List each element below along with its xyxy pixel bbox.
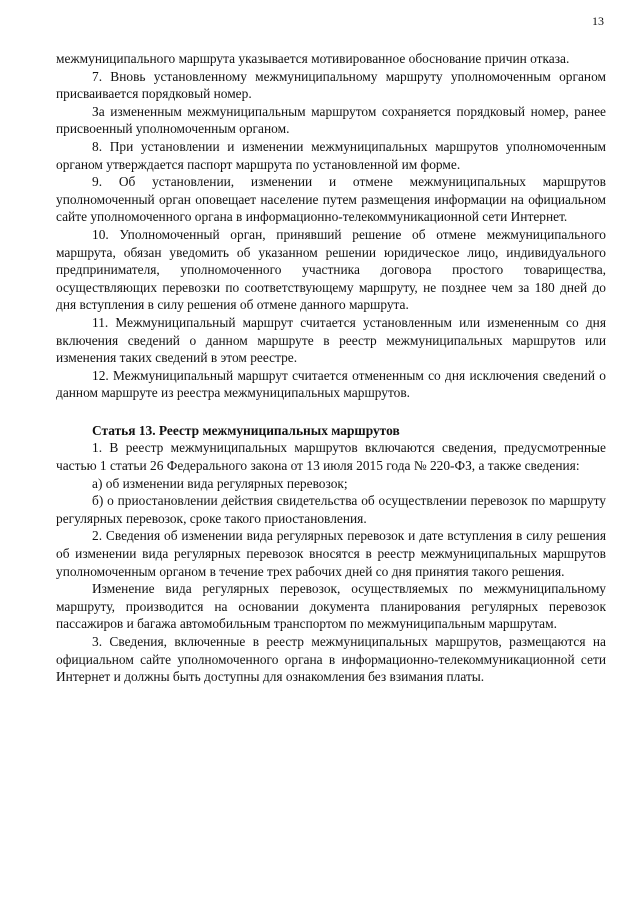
article-paragraph-2-note: Изменение вида регулярных перевозок, осуществляемых по межмуниципальному маршруту, производится на основании документа планирования регулярных перевозок пассажиров и багажа автомобильным транспортом по межмуниципальным маршрутам. (56, 581, 606, 632)
article-paragraph-3: 3. Сведения, включенные в реестр межмуниципальных маршрутов, размещаются на официальном сайте уполномоченного органа в информационно-телекоммуникационной сети Интернет и должны быть доступны для ознакомления без взимания платы. (56, 634, 606, 685)
article-paragraph-1: 1. В реестр межмуниципальных маршрутов включаются сведения, предусмотренные частью 1 статьи 26 Федерального закона от 13 июля 2015 года № 220-ФЗ, а также сведения: (56, 440, 606, 474)
article-subitem-a: а) об изменении вида регулярных перевозок; (92, 475, 348, 491)
paragraph-item-11: 11. Межмуниципальный маршрут считается установленным или измененным со дня включения сведений о данном маршруте в реестр межмуниципальных маршрутов или изменения таких сведений в этом реестре. (56, 314, 606, 366)
paragraph-continuation: межмуниципального маршрута указывается мотивированное обоснование причин отказа. (56, 51, 570, 66)
paragraph-item-10: 10. Уполномоченный орган, принявший решение об отмене межмуниципального маршрута, обязан уведомить об указанном решении юридическое лицо, индивидуального предпринимателя, уполномоченного участника договора простого товарищества, осуществляющих перевозки по соответствующему маршруту, не позднее чем за 180 дней до дня вступления в силу решения об отмене данного маршрута. (56, 226, 606, 313)
paragraph-item-8: 8. При установлении и изменении межмуниципальных маршрутов уполномоченным органом утверждается паспорт маршрута по установленной им форме. (56, 138, 606, 172)
article-paragraph-2: 2. Сведения об изменении вида регулярных перевозок и дате вступления в силу решения об изменении вида регулярных перевозок вносятся в реестр межмуниципальных маршрутов уполномоченным органом в течение трех рабочих дней со дня принятия такого решения. (56, 528, 606, 579)
paragraph-item-9: 9. Об установлении, изменении и отмене межмуниципальных маршрутов уполномоченный орган оповещает население путем размещения информации на официальном сайте уполномоченного органа в информационно-телекоммуникационной сети Интернет. (56, 174, 606, 225)
paragraph-item-7-note: За измененным межмуниципальным маршрутом сохраняется порядковый номер, ранее присвоенный уполномоченным органом. (56, 103, 606, 137)
document-body (56, 50, 606, 686)
article-subitem-b: б) о приостановлении действия свидетельства об осуществлении перевозок по маршруту регулярных перевозок, сроке такого приостановления. (56, 493, 606, 526)
article-heading: Статья 13. Реестр межмуниципальных маршрутов (92, 422, 400, 438)
page-number: 13 (592, 14, 604, 28)
paragraph-item-12: 12. Межмуниципальный маршрут считается отмененным со дня исключения сведений о данном маршруте из реестра межмуниципальных маршрутов. (56, 367, 606, 401)
paragraph-item-7: 7. Вновь установленному межмуниципальному маршруту уполномоченным органом присваивается порядковый номер. (56, 68, 606, 102)
